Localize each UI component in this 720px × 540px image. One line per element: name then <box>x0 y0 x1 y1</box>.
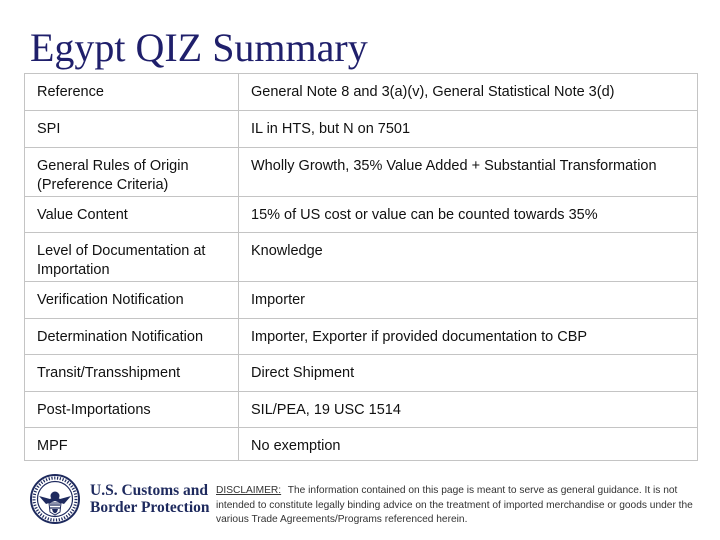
row-label: SPI <box>25 111 239 148</box>
row-value: 15% of US cost or value can be counted towards 35% <box>239 197 698 233</box>
table-row <box>25 319 698 355</box>
logo-line-2: Border Protection <box>90 499 210 516</box>
cbp-logo <box>30 474 212 524</box>
summary-table <box>24 73 698 461</box>
row-label: Transit/Transshipment <box>25 355 239 392</box>
page-title: Egypt QIZ Summary <box>30 25 368 70</box>
table-row <box>25 428 698 461</box>
row-value: Knowledge <box>239 233 698 282</box>
table-row <box>25 74 698 111</box>
table-row <box>25 197 698 233</box>
table-row <box>25 148 698 197</box>
table-row <box>25 355 698 392</box>
dhs-seal-icon <box>30 474 80 524</box>
disclaimer-label: DISCLAIMER: <box>216 485 282 496</box>
row-value: Importer, Exporter if provided documentation to CBP <box>239 319 698 355</box>
row-label: MPF <box>25 428 239 461</box>
table-row <box>25 233 698 282</box>
row-value: No exemption <box>239 428 698 461</box>
logo-line-1: U.S. Customs and <box>90 482 209 499</box>
row-value: Wholly Growth, 35% Value Added + Substantial Transformation <box>239 148 698 197</box>
row-label: Reference <box>25 74 239 111</box>
table-row <box>25 392 698 428</box>
cbp-wordmark <box>90 482 214 516</box>
row-value: SIL/PEA, 19 USC 1514 <box>239 392 698 428</box>
table-row <box>25 282 698 319</box>
row-label: Value Content <box>25 197 239 233</box>
row-value: Importer <box>239 282 698 319</box>
row-label: Post-Importations <box>25 392 239 428</box>
row-value: IL in HTS, but N on 7501 <box>239 111 698 148</box>
row-value: General Note 8 and 3(a)(v), General Statistical Note 3(d) <box>239 74 698 111</box>
disclaimer-text: The information contained on this page is meant to serve as general guidance. It is not intended to constitute legally binding advice on the treatment of imported merchandise or goods under the various Trade Agreements/Programs referenced herein. <box>216 485 693 525</box>
row-label: General Rules of Origin (Preference Criteria) <box>25 148 239 197</box>
row-value: Direct Shipment <box>239 355 698 392</box>
table-row <box>25 111 698 148</box>
disclaimer <box>216 484 702 528</box>
row-label: Level of Documentation at Importation <box>25 233 239 282</box>
row-label: Verification Notification <box>25 282 239 319</box>
row-label: Determination Notification <box>25 319 239 355</box>
